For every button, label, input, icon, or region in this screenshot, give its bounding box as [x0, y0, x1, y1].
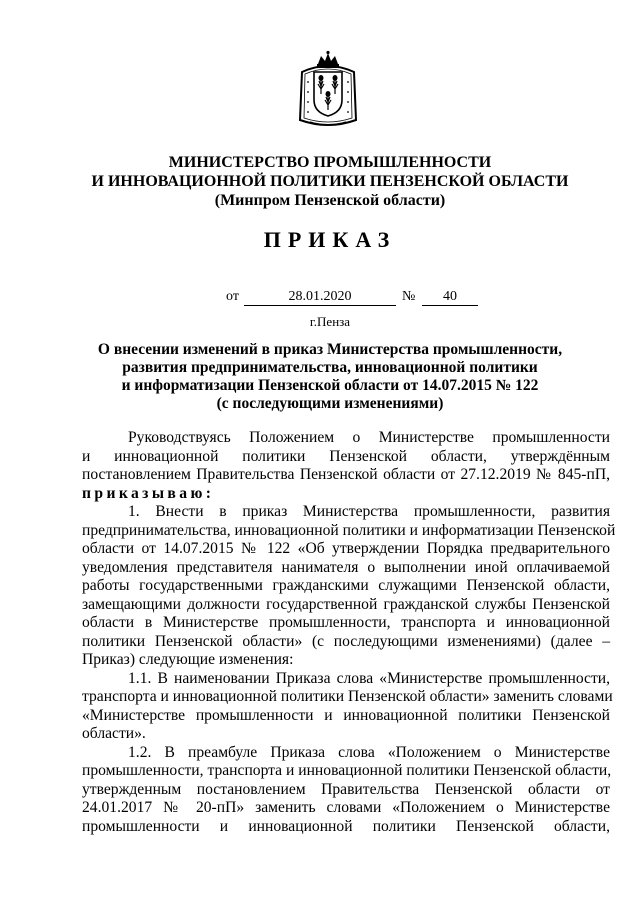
body-line: работы государственными гражданскими служащими Пензенской области, — [82, 577, 610, 594]
body-line: 1.1. В наименовании Приказа слова «Министерстве промышленности, — [128, 669, 610, 687]
ministry-line: МИНИСТЕРСТВО ПРОМЫШЛЕННОСТИ — [168, 154, 492, 171]
order-title: ПРИКАЗ — [263, 227, 397, 252]
body-line: Приказ) следующие изменения: — [82, 651, 294, 668]
order-number: 40 — [422, 289, 478, 306]
body-line: политики Пензенской области» (с последующими изменениями) (далее – — [82, 632, 610, 650]
body-line: 1. Внести в приказ Министерства промышленности, развития — [128, 503, 610, 520]
order-date: 28.01.2020 — [244, 289, 396, 306]
order-subject — [80, 341, 580, 413]
city: г.Пенза — [309, 314, 351, 329]
number-sign: № — [402, 289, 416, 304]
body-line: 1.2. В преамбуле Приказа слова «Положением о Министерстве — [128, 743, 610, 761]
date-prefix: от — [226, 289, 239, 304]
body-line: Руководствуясь Положением о Министерстве промышленности — [128, 429, 610, 446]
body-line: предпринимательства, инновационной политики и информатизации Пензенской — [82, 521, 616, 539]
body-line: области от 14.07.2015 № 122 «Об утверждении Порядка предварительного — [82, 540, 610, 557]
body-line: области в Министерстве промышленности, транспорта и инновационной — [82, 614, 610, 631]
subject-line: и информатизации Пензенской области от 14.07.2015 № 122 — [121, 377, 539, 394]
body-line: замещающими должности государственной гражданской службы Пензенской — [82, 595, 610, 613]
order-body — [82, 429, 616, 836]
body-line: области». — [82, 725, 146, 742]
body-line: постановлением Правительства Пензенской области от 27.12.2019 № 845-пП, — [82, 466, 610, 483]
body-line: «Министерстве промышленности и инновационной политики Пензенской — [82, 706, 610, 724]
body-line: 24.01.2017 № 20-пП» заменить словами «Положением о Министерстве — [82, 799, 610, 816]
date-number-line — [226, 289, 486, 307]
subject-line: (с последующими изменениями) — [216, 395, 444, 412]
body-line: утвержденным постановлением Правительства Пензенской области от — [82, 780, 610, 798]
subject-line: развития предпринимательства, инновационной политики — [122, 359, 538, 376]
body-line: транспорта и инновационной политики Пензенской области» заменить словами — [82, 688, 613, 705]
ministry-line: И ИННОВАЦИОННОЙ ПОЛИТИКИ ПЕНЗЕНСКОЙ ОБЛАСТИ — [91, 173, 569, 190]
body-line: промышленности и инновационной политики Пензенской области, — [82, 817, 610, 835]
order-verb: приказываю: — [82, 484, 215, 502]
body-line: и инновационной политики Пензенской области, утверждённым — [82, 447, 610, 465]
coat-of-arms-icon — [296, 50, 360, 130]
ministry-abbrev: (Минпром Пензенской области) — [214, 192, 446, 209]
subject-line: О внесении изменений в приказ Министерства промышленности, — [97, 341, 563, 358]
body-line: промышленности, транспорта и инновационной политики Пензенской области, — [82, 762, 612, 779]
ministry-name — [60, 153, 600, 210]
body-line: уведомления представителя нанимателя о выполнении иной оплачиваемой — [82, 558, 610, 576]
